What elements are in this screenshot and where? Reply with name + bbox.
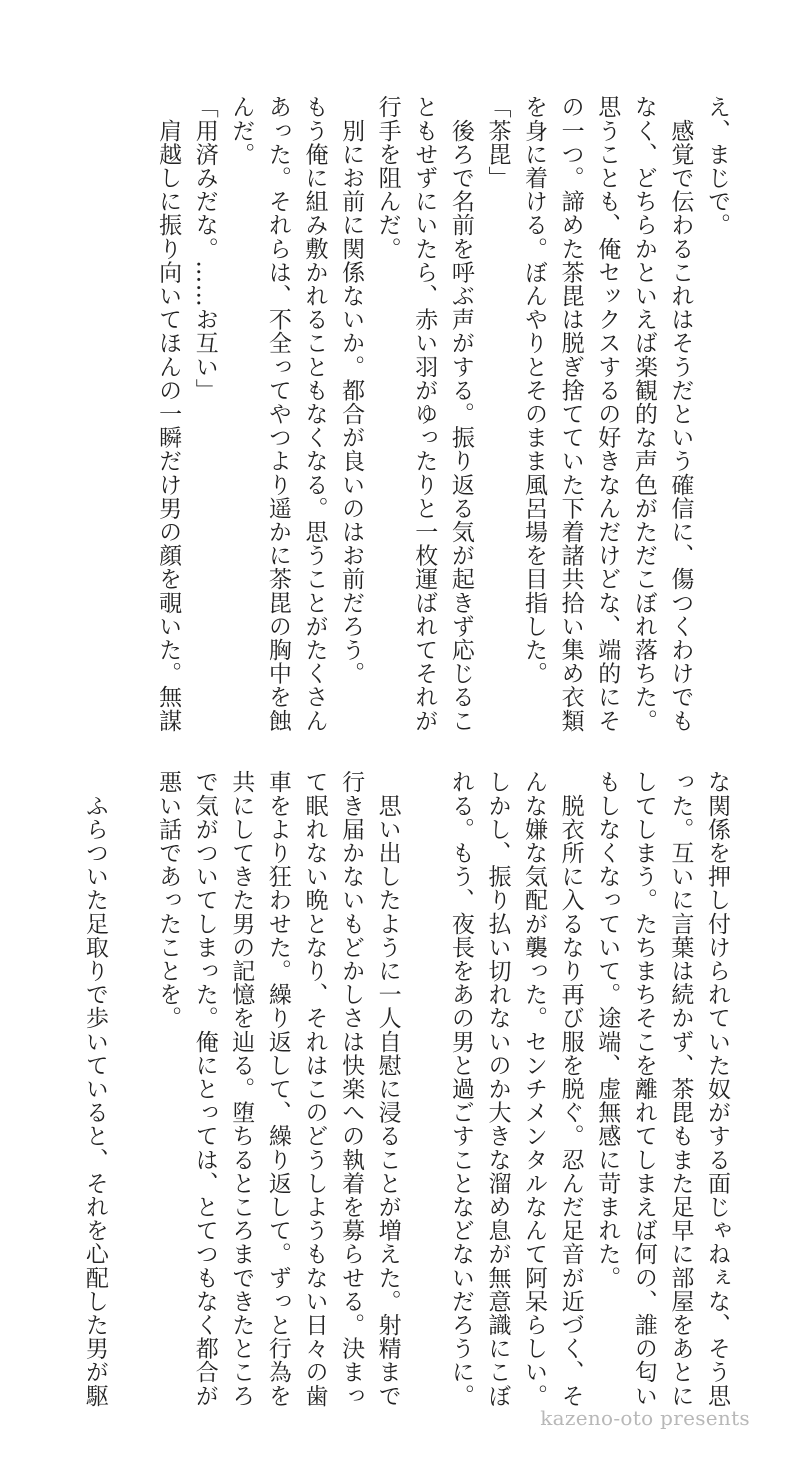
text-line: んな嫌な気配が襲った。センチメンタルなんて阿呆らしい。 (521, 770, 548, 1408)
text-line: 行手を阻んだ。 (374, 95, 401, 261)
text-line: 車をより狂わせた。繰り返して、繰り返して。ずっと行為を (264, 770, 291, 1408)
text-line: 思うことも、俺セックスするの好きなんだけどな、端的にそ (594, 95, 621, 733)
text-line: 「用済みだな。……お互い」 (191, 95, 218, 402)
text-line: 行き届かないもどかしさは快楽への執着を募らせる。決まっ (338, 770, 365, 1408)
text-block-top (75, 95, 735, 733)
text-line: 感覚で伝わるこれはそうだという確信に、傷つくわけでも (667, 95, 694, 733)
text-line: 思い出したように一人自慰に浸ることが増えた。射精まで (374, 770, 401, 1408)
text-line: で気がついてしまった。俺にとっては、とてつもなく都合が (191, 770, 218, 1408)
text-line: を身に着ける。ぼんやりとそのまま風呂場を目指した。 (521, 95, 548, 685)
text-line: 「茶毘」 (484, 95, 511, 190)
text-line: ともせずにいたら、赤い羽がゆったりと一枚運ばれてそれが (411, 95, 438, 733)
text-line: え、まじで。 (704, 95, 730, 237)
text-line: もしなくなっていて。途端、虚無感に苛まれた。 (594, 770, 621, 1290)
text-line: った。互いに言葉は続かず、茶毘もまた足早に部屋をあとに (667, 770, 694, 1408)
text-line: れる。もう、夜長をあの男と過ごすことなどないだろうに。 (447, 770, 474, 1408)
text-line: 別にお前に関係ないか。都合が良いのはお前だろう。 (338, 95, 365, 685)
text-line: て眠れない晩となり、それはこのどうしようもない日々の歯 (301, 770, 328, 1408)
text-line: 脱衣所に入るなり再び服を脱ぐ。忍んだ足音が近づく、そ (557, 770, 584, 1408)
text-line: もう俺に組み敷かれることもなくなる。思うことがたくさん (301, 95, 328, 733)
blank-line (113, 770, 150, 1390)
text-line: 肩越しに振り向いてほんの一瞬だけ男の顔を覗いた。無謀 (155, 95, 182, 733)
text-line: あった。それらは、不全ってやつより遥かに茶毘の胸中を蝕 (264, 95, 291, 733)
text-line: してしまう。たちまちそこを離れてしまえば何の、誰の匂い (630, 770, 657, 1408)
text-line: の一つ。諦めた茶毘は脱ぎ捨てていた下着諸共拾い集め衣類 (557, 95, 584, 733)
text-line: な関係を押し付けられていた奴がする面じゃねぇな、そう思 (704, 770, 730, 1408)
text-line: ふらついた足取りで歩いていると、それを心配した男が駆 (81, 770, 108, 1408)
footer-credit: kazeno-oto presents (540, 1406, 750, 1430)
text-line: しかし、振り払い切れないのか大きな溜め息が無意識にこぼ (484, 770, 511, 1408)
blank-line (406, 770, 443, 1390)
text-line: 後ろで名前を呼ぶ声がする。振り返る気が起きず応じるこ (447, 95, 474, 733)
text-block-bottom (75, 770, 735, 1408)
text-line: んだ。 (228, 95, 255, 166)
text-line: 共にしてきた男の記憶を辿る。堕ちるところまできたところ (228, 770, 255, 1408)
text-line: 悪い話であったことを。 (155, 770, 182, 1030)
text-line: なく、どちらかといえば楽観的な声色がただこぼれ落ちた。 (630, 95, 657, 733)
